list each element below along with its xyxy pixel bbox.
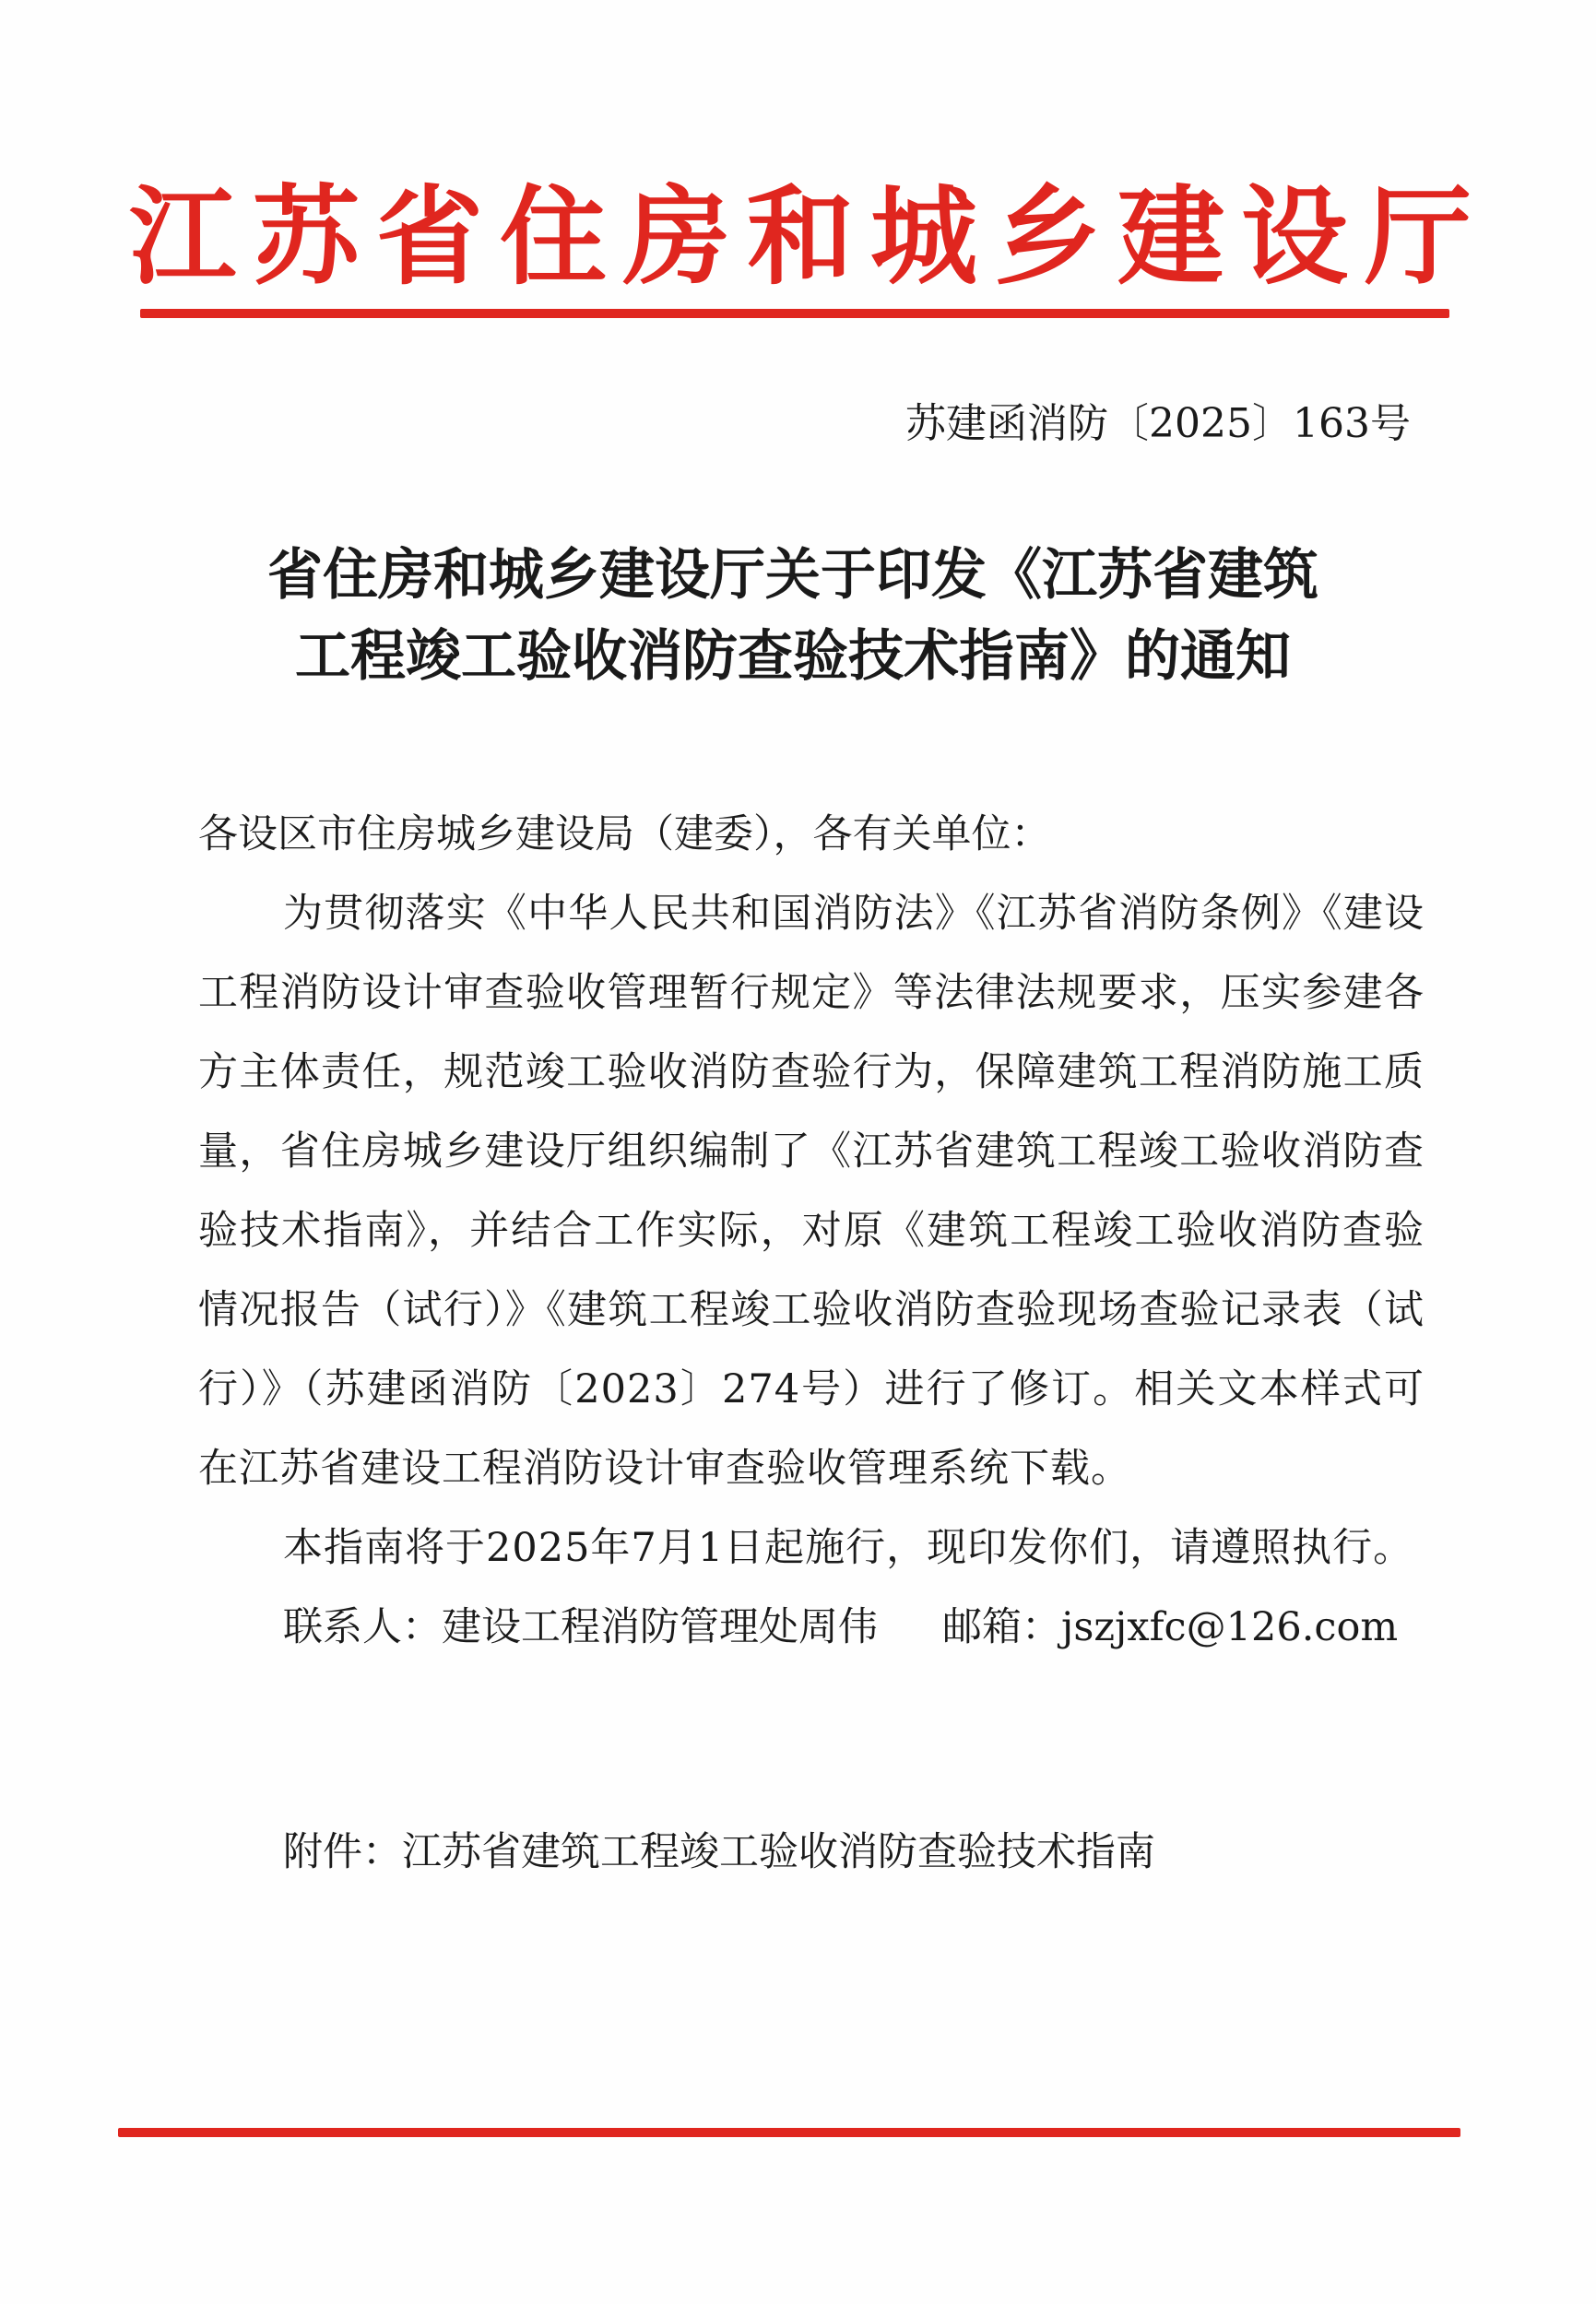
letterhead-org-name: 江苏省住房和城乡建设厅 (129, 175, 1488, 300)
letterhead-red-rule (140, 309, 1449, 318)
body-paragraph-1: 为贯彻落实《中华人民共和国消防法》《江苏省消防条例》《建设工程消防设计审查验收管理暂行规定》等法律法规要求，压实参建各方主体责任，规范竣工验收消防查验行为，保障建筑工程消防施工质量，省住房城乡建设厅组织编制了《江苏省建筑工程竣工验收消防查验技术指南》，并结合工作实际，对原《建筑工程竣工验收消防查验情况报告（试行）》《建筑工程竣工验收消防查验现场查验记录表（试行）》（苏建函消防〔2023〕274号）进行了修订。相关文本样式可在江苏省建设工程消防设计审查验收管理系统下载。 (198, 891, 1425, 1492)
contact-line (198, 1588, 1425, 1667)
salutation: 各设区市住房城乡建设局（建委），各有关单位： (198, 811, 1051, 857)
document-title-line-2: 工程竣工验收消防查验技术指南》的通知 (295, 624, 1291, 689)
contact-email: 邮箱：jszjxfc@126.com (942, 1604, 1399, 1650)
attachment-line: 附件：江苏省建筑工程竣工验收消防查验技术指南 (283, 1829, 1155, 1875)
document-title (166, 535, 1420, 697)
body-paragraph-2: 本指南将于2025年7月1日起施行，现印发你们，请遵照执行。 (283, 1525, 1414, 1571)
footer-red-rule (118, 2128, 1460, 2137)
document-title-line-1: 省住房和城乡建设厅关于印发《江苏省建筑 (267, 543, 1318, 608)
contact-person: 联系人：建设工程消防管理处周伟 (283, 1604, 878, 1650)
document-number: 苏建函消防〔2025〕163号 (905, 400, 1411, 447)
document-body (198, 795, 1425, 1667)
